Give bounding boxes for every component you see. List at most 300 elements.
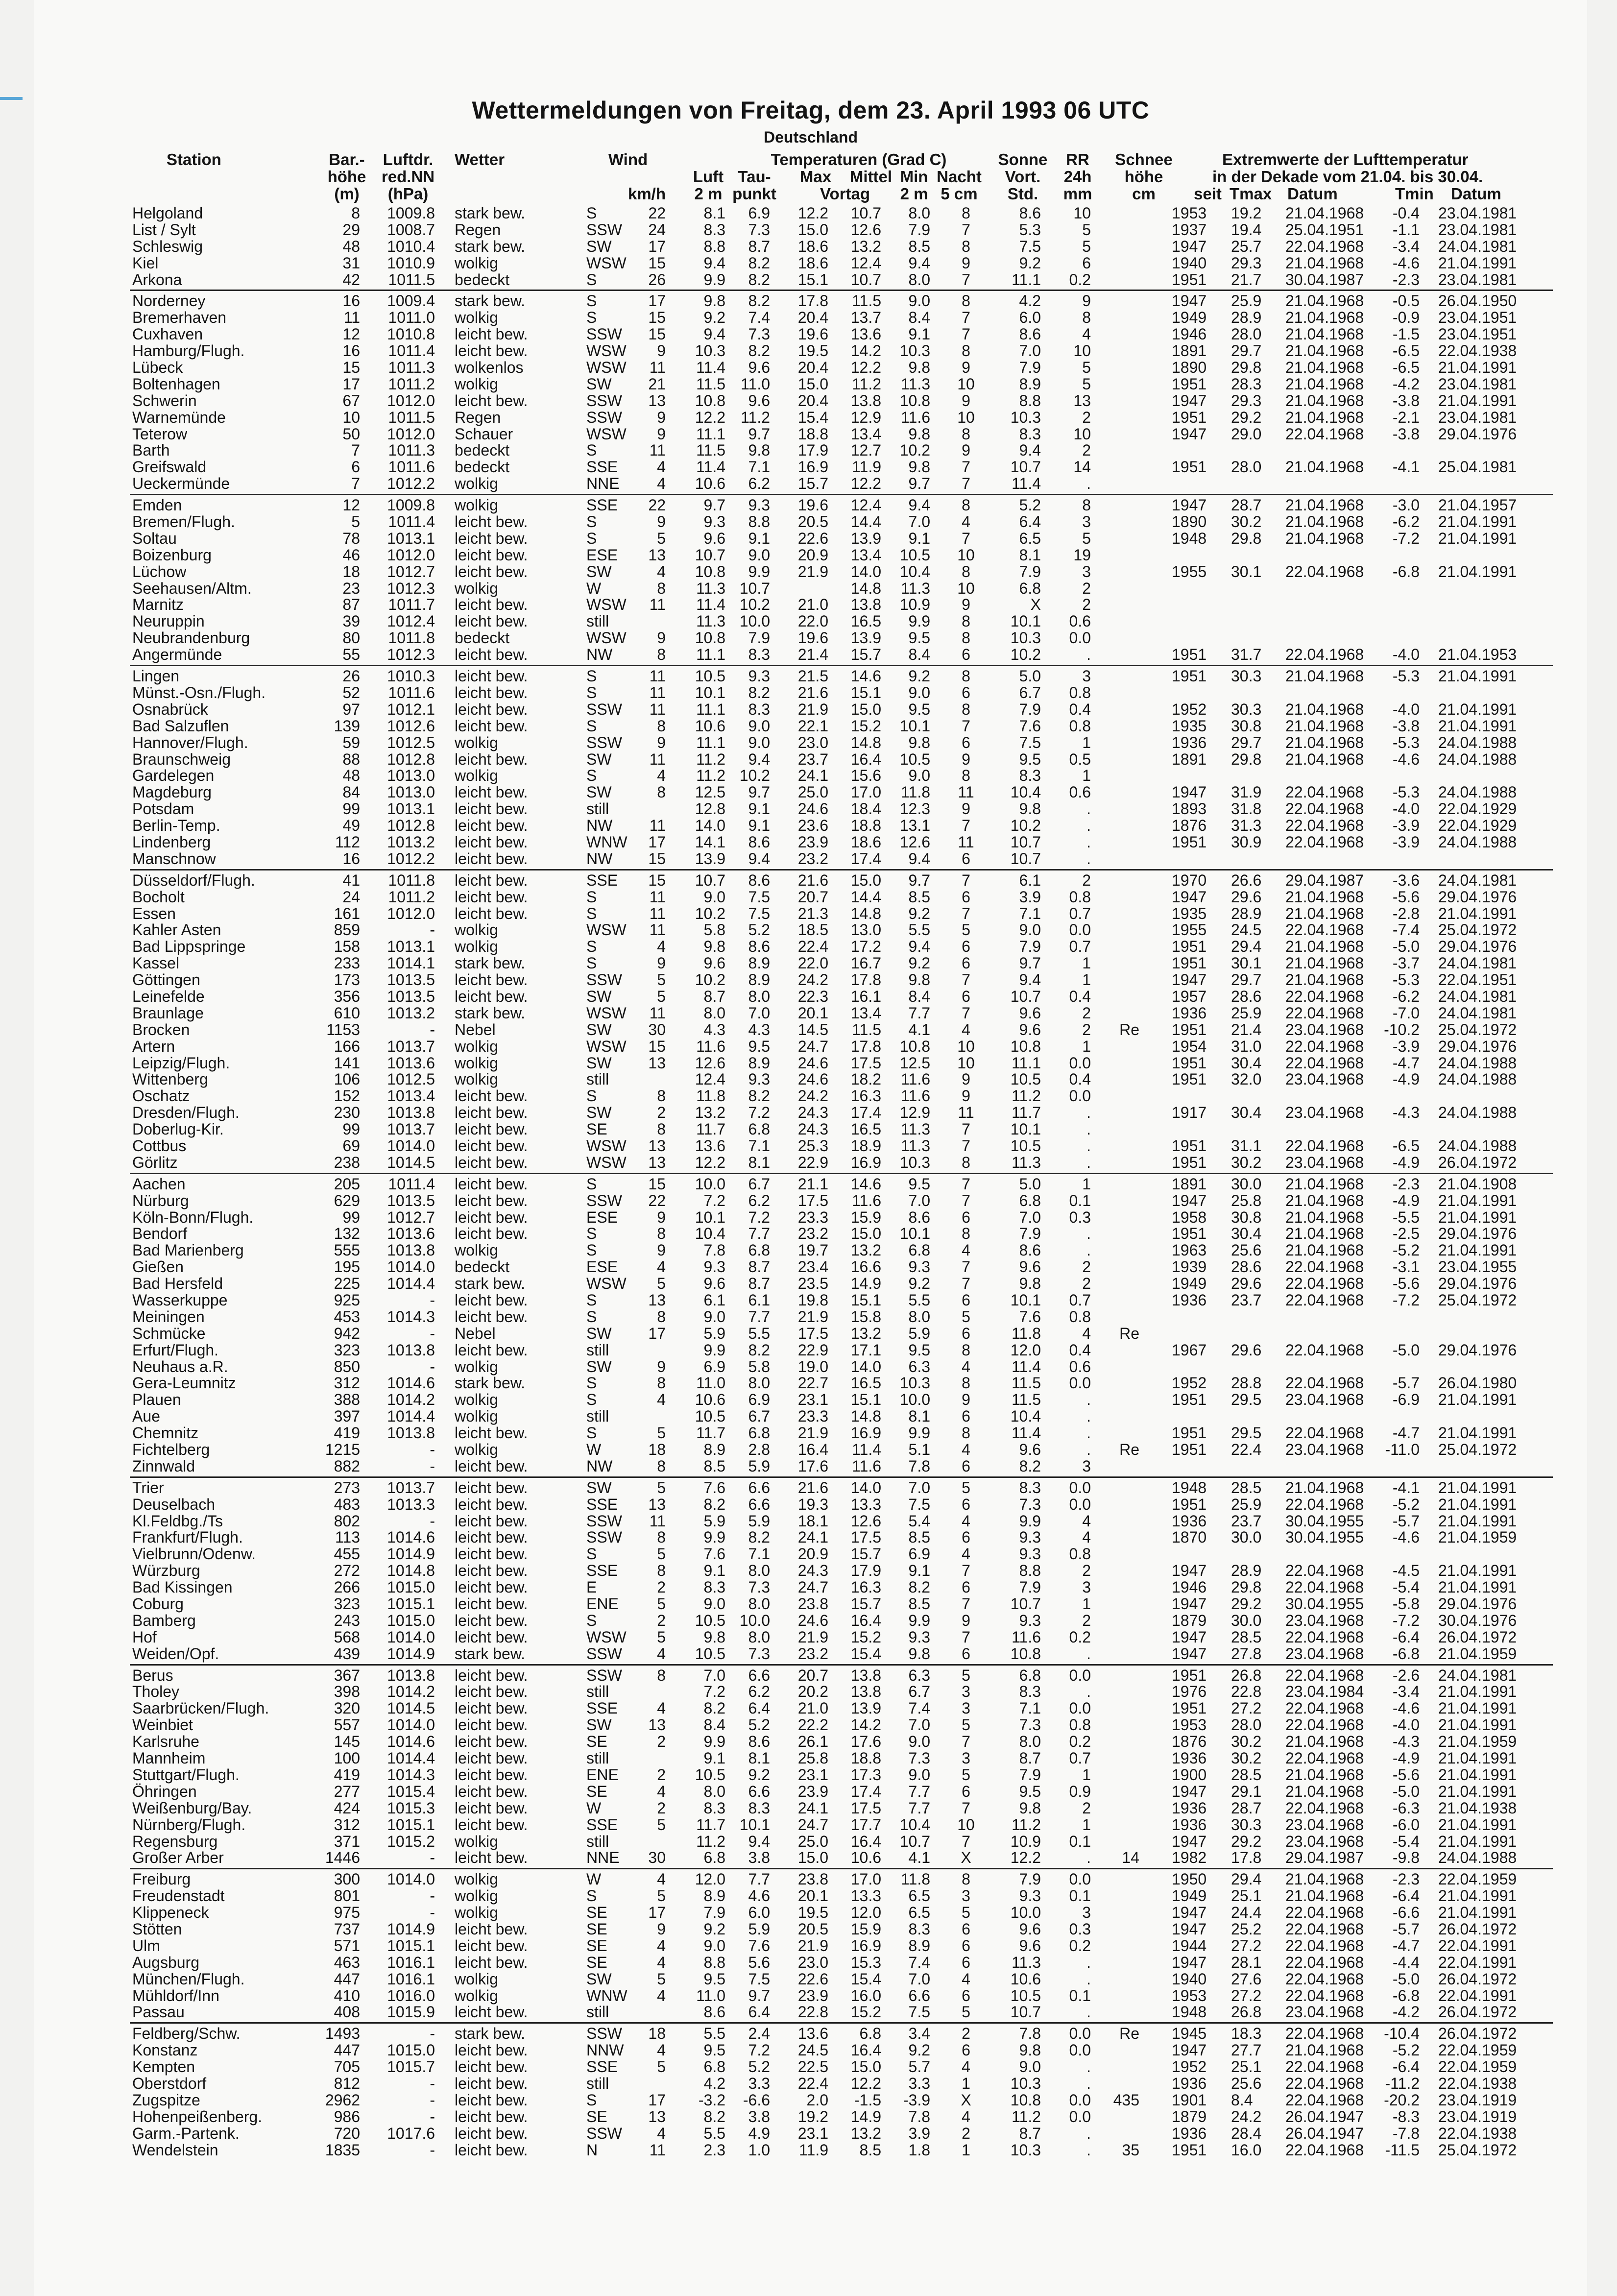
cell-pp: 1010.4 xyxy=(387,237,435,255)
cell-rr: 0.7 xyxy=(1069,1749,1091,1767)
cell-hh: 12 xyxy=(342,325,360,343)
cell-se: 1952 xyxy=(1172,2058,1207,2076)
cell-wx: wolkig xyxy=(455,1054,498,1072)
cell-lu: 11.7 xyxy=(696,1120,725,1138)
cell-hh: 1835 xyxy=(325,2141,360,2159)
cell-mn: 7.5 xyxy=(908,2003,930,2021)
cell-mn: 7.8 xyxy=(908,1457,930,1475)
cell-wv: 13 xyxy=(648,1495,666,1513)
cell-tx: 29.6 xyxy=(1231,1341,1262,1359)
cell-st: Brocken xyxy=(132,1020,190,1039)
cell-dn: 22.04.1938 xyxy=(1438,2074,1517,2092)
cell-se: 1951 xyxy=(1172,375,1207,393)
cell-lu: 12.4 xyxy=(695,1070,725,1088)
cell-mx: 20.5 xyxy=(797,1920,828,1938)
cell-wx: leicht bew. xyxy=(455,1683,528,1701)
cell-hh: 737 xyxy=(334,1920,360,1938)
cell-tn: -6.8 xyxy=(1392,1644,1420,1663)
cell-wx: leicht bew. xyxy=(455,1920,528,1938)
cell-pp: 1014.9 xyxy=(387,1920,435,1938)
cell-tn: -5.7 xyxy=(1392,1374,1420,1392)
cell-pp: 1012.0 xyxy=(387,904,435,922)
cell-se: 1963 xyxy=(1172,1241,1207,1259)
cell-hh: 158 xyxy=(334,938,360,956)
cell-mi: 11.9 xyxy=(852,458,881,476)
cell-hh: 1153 xyxy=(326,1020,360,1039)
cell-wx: leicht bew. xyxy=(455,1424,528,1442)
cell-pp: 1014.2 xyxy=(387,1391,435,1409)
station-row xyxy=(34,1242,1587,1258)
cell-wx: stark bew. xyxy=(455,2025,526,2043)
cell-pp: 1013.7 xyxy=(387,1120,435,1138)
cell-se: 1947 xyxy=(1172,1628,1207,1646)
cell-mn: 7.7 xyxy=(908,1004,930,1022)
cell-so: 8.7 xyxy=(1019,1749,1041,1767)
cell-hh: 84 xyxy=(342,783,360,801)
cell-dx: 22.04.1968 xyxy=(1285,2025,1364,2043)
cell-st: Mühldorf/Inn xyxy=(132,1986,219,2005)
cell-na: 4 xyxy=(962,2107,970,2126)
cell-se: 1901 xyxy=(1172,2091,1207,2109)
cell-lu: 8.2 xyxy=(703,1699,725,1717)
cell-dx: 21.04.1968 xyxy=(1285,513,1364,531)
cell-tn: -5.8 xyxy=(1392,1595,1420,1613)
cell-so: 11.3 xyxy=(1012,1153,1041,1171)
cell-st: Stötten xyxy=(132,1920,182,1938)
cell-st: Oschatz xyxy=(132,1087,190,1105)
cell-lu: 8.0 xyxy=(703,1782,725,1800)
cell-mn: 9.2 xyxy=(908,667,930,685)
cell-so: 10.4 xyxy=(1010,783,1041,801)
cell-wx: leicht bew. xyxy=(455,1104,528,1122)
cell-na: 10 xyxy=(957,1054,975,1072)
cell-st: Bad Hersfeld xyxy=(132,1275,223,1293)
cell-mx: 25.0 xyxy=(797,783,828,801)
cell-rr: 4 xyxy=(1082,1512,1091,1530)
cell-st: Hamburg/Flugh. xyxy=(132,342,245,360)
cell-mn: 8.3 xyxy=(908,1920,930,1938)
cell-wd: SSW xyxy=(586,1644,622,1663)
cell-st: Weiden/Opf. xyxy=(132,1644,219,1663)
station-row xyxy=(34,1887,1587,1904)
cell-pp: 1013.8 xyxy=(387,1424,435,1442)
column-header: Temperaturen (Grad C) xyxy=(771,150,947,169)
cell-tp: 6.1 xyxy=(748,1291,770,1309)
cell-mn: 10.8 xyxy=(899,1037,930,1055)
cell-wd: S xyxy=(586,309,597,327)
cell-lu: 12.8 xyxy=(695,800,725,818)
cell-rr: 14 xyxy=(1073,458,1091,476)
cell-se: 1955 xyxy=(1172,921,1207,939)
cell-so: 11.2 xyxy=(1012,2107,1041,2126)
station-row xyxy=(34,2142,1587,2158)
cell-mx: 24.1 xyxy=(797,1799,828,1817)
cell-mi: 15.3 xyxy=(850,1953,881,1971)
cell-hh: 447 xyxy=(334,1970,360,1988)
cell-st: Lindenberg xyxy=(132,833,211,851)
cell-wx: bedeckt xyxy=(455,629,510,647)
cell-mn: 9.0 xyxy=(908,1733,930,1751)
cell-tx: 31.1 xyxy=(1231,1136,1262,1155)
cell-tp: 9.5 xyxy=(748,1037,770,1055)
cell-na: 3 xyxy=(962,1749,970,1767)
cell-mi: 14.9 xyxy=(850,1275,881,1293)
cell-mi: 12.6 xyxy=(850,220,881,239)
cell-se: 1952 xyxy=(1172,700,1207,718)
cell-wd: S xyxy=(586,270,597,289)
cell-st: Augsburg xyxy=(132,1953,199,1971)
cell-rr: 4 xyxy=(1082,1528,1091,1547)
cell-so: 7.0 xyxy=(1019,1208,1041,1226)
cell-pp: 1012.0 xyxy=(387,546,435,564)
cell-st: Hof xyxy=(132,1628,157,1646)
cell-wd: still xyxy=(586,1407,609,1426)
cell-tp: 6.6 xyxy=(748,1666,770,1684)
cell-mi: 13.9 xyxy=(850,529,881,547)
cell-hh: 67 xyxy=(342,391,360,410)
cell-se: 1936 xyxy=(1172,1799,1207,1817)
cell-so: 9.5 xyxy=(1019,750,1041,768)
cell-se: 1951 xyxy=(1172,1136,1207,1155)
cell-dn: 26.04.1972 xyxy=(1438,1628,1517,1646)
cell-st: Leinefelde xyxy=(132,987,205,1005)
cell-mn: 5.5 xyxy=(908,1291,930,1309)
cell-st: Braunschweig xyxy=(132,750,231,768)
cell-wx: stark bew. xyxy=(455,1644,526,1663)
cell-wx: wolkig xyxy=(455,1357,498,1376)
cell-wv: 13 xyxy=(648,1136,666,1155)
cell-na: 6 xyxy=(962,938,970,956)
cell-st: Hannover/Flugh. xyxy=(132,733,248,751)
cell-hh: 942 xyxy=(334,1324,360,1342)
cell-pp: 1015.4 xyxy=(387,1782,435,1800)
cell-pp: - xyxy=(430,2107,435,2126)
cell-se: 1951 xyxy=(1172,1153,1207,1171)
cell-lu: 11.0 xyxy=(696,1986,725,2005)
cell-tp: 8.2 xyxy=(748,1341,770,1359)
cell-na: 8 xyxy=(962,237,970,255)
cell-dx: 21.04.1968 xyxy=(1285,1765,1364,1784)
cell-se: 1879 xyxy=(1172,2107,1207,2126)
cell-mx: 15.7 xyxy=(797,475,828,493)
cell-wd: still xyxy=(586,1070,609,1088)
cell-mi: 17.1 xyxy=(850,1341,881,1359)
cell-pp: 1016.0 xyxy=(387,1986,435,2005)
cell-na: 5 xyxy=(962,2003,970,2021)
cell-tn: -4.6 xyxy=(1392,1699,1420,1717)
cell-tx: 31.0 xyxy=(1231,1037,1262,1055)
cell-mn: 8.2 xyxy=(908,1578,930,1596)
cell-na: 7 xyxy=(962,871,970,889)
cell-so: 9.8 xyxy=(1019,2041,1041,2059)
cell-na: 3 xyxy=(962,1699,970,1717)
cell-pp: - xyxy=(430,2091,435,2109)
cell-so: 7.5 xyxy=(1019,237,1041,255)
cell-pp: 1011.3 xyxy=(388,359,435,377)
cell-rr: 5 xyxy=(1082,237,1091,255)
cell-mn: 9.2 xyxy=(908,2041,930,2059)
cell-lu: 9.0 xyxy=(703,1936,725,1955)
station-row xyxy=(34,309,1587,326)
cell-rr: 0.7 xyxy=(1069,938,1091,956)
station-row xyxy=(34,668,1587,684)
cell-wd: SSW xyxy=(586,1528,622,1547)
cell-st: Kiel xyxy=(132,254,159,272)
cell-wx: wolkig xyxy=(455,1070,498,1088)
station-row xyxy=(34,751,1587,768)
cell-na: 6 xyxy=(962,1782,970,1800)
cell-tn: -5.0 xyxy=(1392,1782,1420,1800)
cell-mi: 18.6 xyxy=(850,833,881,851)
cell-rr: . xyxy=(1086,1953,1091,1971)
cell-wx: stark bew. xyxy=(455,1374,526,1392)
cell-mx: 22.1 xyxy=(797,717,828,735)
cell-hh: 439 xyxy=(334,1644,360,1663)
cell-hh: 78 xyxy=(342,529,360,547)
cell-na: 6 xyxy=(962,1953,970,1971)
station-row xyxy=(34,1137,1587,1154)
cell-wv: 13 xyxy=(648,1054,666,1072)
cell-wv: 4 xyxy=(657,1986,666,2005)
cell-hh: 113 xyxy=(335,1528,360,1547)
cell-lu: 12.2 xyxy=(695,1153,725,1171)
cell-so: 9.3 xyxy=(1019,1611,1041,1629)
cell-tp: 9.0 xyxy=(748,733,770,751)
cell-hh: 7 xyxy=(351,475,360,493)
cell-tp: 5.9 xyxy=(748,1512,770,1530)
cell-mn: 11.8 xyxy=(901,783,930,801)
cell-dx: 21.04.1968 xyxy=(1285,717,1364,735)
cell-tp: 10.2 xyxy=(739,767,770,785)
cell-tx: 30.4 xyxy=(1231,1104,1262,1122)
cell-tp: 6.7 xyxy=(748,1407,770,1426)
cell-so: 10.1 xyxy=(1010,612,1041,630)
cell-rr: 3 xyxy=(1082,562,1091,580)
cell-st: Schwerin xyxy=(132,391,197,410)
cell-mn: 7.0 xyxy=(908,1191,930,1209)
cell-so: 10.9 xyxy=(1010,1832,1041,1850)
cell-dx: 22.04.1968 xyxy=(1285,1004,1364,1022)
cell-se: 1935 xyxy=(1172,904,1207,922)
cell-dx: 21.04.1968 xyxy=(1285,1887,1364,1905)
cell-hh: 705 xyxy=(334,2058,360,2076)
cell-dn: 21.04.1991 xyxy=(1438,1887,1517,1905)
cell-so: 7.9 xyxy=(1019,1870,1041,1888)
cell-mx: 15.4 xyxy=(797,408,828,426)
cell-so: 8.9 xyxy=(1019,375,1041,393)
cell-lu: 10.6 xyxy=(695,1391,725,1409)
cell-na: 7 xyxy=(962,270,970,289)
cell-lu: 11.3 xyxy=(696,612,725,630)
cell-mx: 18.6 xyxy=(797,254,828,272)
cell-na: 7 xyxy=(962,529,970,547)
cell-tp: 8.7 xyxy=(748,237,770,255)
cell-tn: -6.4 xyxy=(1392,2058,1420,2076)
cell-se: 1947 xyxy=(1172,1191,1207,1209)
cell-hh: 48 xyxy=(342,767,360,785)
cell-mn: 9.2 xyxy=(908,904,930,922)
cell-wv: 4 xyxy=(657,1782,666,1800)
cell-lu: 6.8 xyxy=(703,2058,725,2076)
cell-dn: 24.04.1988 xyxy=(1438,1070,1517,1088)
cell-mx: 24.2 xyxy=(797,1087,828,1105)
cell-dn: 25.04.1972 xyxy=(1438,2141,1517,2159)
cell-st: Görlitz xyxy=(132,1153,178,1171)
cell-tn: -5.6 xyxy=(1392,1765,1420,1784)
cell-tx: 27.2 xyxy=(1231,1986,1262,2005)
cell-tn: -5.3 xyxy=(1392,971,1420,989)
cell-mx: 11.9 xyxy=(799,2141,828,2159)
cell-pp: 1013.8 xyxy=(387,1241,435,1259)
cell-mi: 16.9 xyxy=(850,1424,881,1442)
cell-tx: 29.8 xyxy=(1231,1578,1262,1596)
cell-mx: 22.3 xyxy=(797,987,828,1005)
cell-tp: 11.0 xyxy=(741,375,770,393)
cell-dx: 22.04.1968 xyxy=(1285,1628,1364,1646)
cell-se: 1917 xyxy=(1172,1104,1207,1122)
cell-so: 11.1 xyxy=(1012,1054,1041,1072)
cell-tp: 6.6 xyxy=(748,1495,770,1513)
cell-na: 7 xyxy=(962,1799,970,1817)
cell-lu: 9.2 xyxy=(703,309,725,327)
cell-wx: leicht bew. xyxy=(455,562,528,580)
cell-tx: 29.2 xyxy=(1231,1595,1262,1613)
cell-tx: 24.2 xyxy=(1231,2107,1262,2126)
cell-na: 1 xyxy=(962,2141,970,2159)
cell-dx: 21.04.1968 xyxy=(1285,700,1364,718)
cell-wv: 8 xyxy=(657,717,666,735)
cell-dx: 21.04.1968 xyxy=(1285,667,1364,685)
cell-pp: 1014.5 xyxy=(387,1699,435,1717)
cell-dn: 22.04.1959 xyxy=(1438,1870,1517,1888)
cell-tx: 28.9 xyxy=(1231,309,1262,327)
cell-st: Wendelstein xyxy=(132,2141,218,2159)
cell-lu: 14.0 xyxy=(695,817,725,835)
cell-lu: 13.2 xyxy=(695,1104,725,1122)
cell-tp: 5.2 xyxy=(748,921,770,939)
cell-so: 9.6 xyxy=(1019,1258,1041,1276)
cell-dn: 23.04.1981 xyxy=(1438,375,1517,393)
cell-tx: 28.8 xyxy=(1231,1374,1262,1392)
cell-mx: 19.2 xyxy=(797,2107,828,2126)
cell-mn: 9.8 xyxy=(908,458,930,476)
cell-mn: 12.5 xyxy=(899,1054,930,1072)
cell-st: Bad Marienberg xyxy=(132,1241,244,1259)
cell-tp: 5.6 xyxy=(748,1953,770,1971)
cell-dn: 21.04.1991 xyxy=(1438,1512,1517,1530)
cell-dn: 29.04.1976 xyxy=(1438,425,1517,443)
cell-wd: SSE xyxy=(586,1562,618,1580)
cell-mn: 9.8 xyxy=(908,1644,930,1663)
cell-so: 8.0 xyxy=(1019,1733,1041,1751)
cell-wd: SSW xyxy=(586,1191,622,1209)
cell-dn: 21.04.1991 xyxy=(1438,1241,1517,1259)
cell-so: 6.4 xyxy=(1019,513,1041,531)
cell-mn: 8.4 xyxy=(908,309,930,327)
station-row xyxy=(34,238,1587,255)
cell-dn: 21.04.1991 xyxy=(1438,1683,1517,1701)
cell-hh: 152 xyxy=(334,1087,360,1105)
cell-pp: 1012.1 xyxy=(387,700,435,718)
cell-tn: -4.7 xyxy=(1392,1054,1420,1072)
cell-tp: 8.2 xyxy=(748,254,770,272)
cell-wd: SSE xyxy=(586,871,618,889)
cell-so: 9.6 xyxy=(1019,1936,1041,1955)
cell-na: 4 xyxy=(962,1545,970,1563)
cell-wd: SW xyxy=(586,783,612,801)
cell-hh: 975 xyxy=(334,1904,360,1922)
station-row xyxy=(34,1121,1587,1137)
cell-pp: 1013.5 xyxy=(387,987,435,1005)
cell-st: Leipzig/Flugh. xyxy=(132,1054,230,1072)
station-row xyxy=(34,850,1587,867)
cell-mi: 18.2 xyxy=(850,1070,881,1088)
cell-rr: 0.2 xyxy=(1069,1936,1091,1955)
cell-mn: 11.3 xyxy=(901,1120,930,1138)
cell-mi: 11.2 xyxy=(852,375,881,393)
cell-wv: 5 xyxy=(657,529,666,547)
station-row xyxy=(34,342,1587,359)
cell-dn: 21.04.1991 xyxy=(1438,1562,1517,1580)
cell-tp: 9.4 xyxy=(748,1832,770,1850)
station-row xyxy=(34,613,1587,629)
station-row xyxy=(34,971,1587,988)
cell-na: 9 xyxy=(962,1391,970,1409)
cell-dx: 21.04.1968 xyxy=(1285,292,1364,310)
cell-pp: 1014.0 xyxy=(387,1870,435,1888)
cell-wv: 8 xyxy=(657,1120,666,1138)
station-row xyxy=(34,872,1587,889)
cell-rr: 4 xyxy=(1082,325,1091,343)
cell-tp: 8.1 xyxy=(748,1749,770,1767)
cell-mx: 23.2 xyxy=(797,849,828,868)
cell-so: 10.2 xyxy=(1010,817,1041,835)
cell-dx: 21.04.1968 xyxy=(1285,254,1364,272)
cell-mx: 21.9 xyxy=(797,1307,828,1326)
cell-hh: 59 xyxy=(342,733,360,751)
cell-tn: -7.8 xyxy=(1392,2124,1420,2142)
cell-mx: 23.7 xyxy=(797,750,828,768)
cell-na: 7 xyxy=(962,458,970,476)
cell-na: 5 xyxy=(962,1716,970,1734)
cell-mi: 17.2 xyxy=(850,938,881,956)
cell-mi: 15.7 xyxy=(850,646,881,664)
cell-pp: 1015.0 xyxy=(387,2041,435,2059)
cell-wv: 4 xyxy=(657,475,666,493)
cell-mn: 10.1 xyxy=(899,1225,930,1243)
cell-so: 6.1 xyxy=(1019,871,1041,889)
cell-pp: 1012.6 xyxy=(387,717,435,735)
cell-tn: -4.3 xyxy=(1392,1104,1420,1122)
cell-wv: 5 xyxy=(657,1887,666,1905)
cell-st: Schleswig xyxy=(132,237,203,255)
cell-st: Vielbrunn/Odenw. xyxy=(132,1545,256,1563)
cell-tx: 30.0 xyxy=(1231,1611,1262,1629)
cell-so: 5.0 xyxy=(1019,1175,1041,1193)
cell-lu: 12.5 xyxy=(695,783,725,801)
cell-so: 8.6 xyxy=(1019,1241,1041,1259)
cell-pp: - xyxy=(430,1441,435,1459)
cell-tn: -1.5 xyxy=(1392,325,1420,343)
cell-tx: 28.6 xyxy=(1231,987,1262,1005)
cell-se: 1967 xyxy=(1172,1341,1207,1359)
cell-mx: 23.1 xyxy=(797,1765,828,1784)
cell-rr: . xyxy=(1086,1225,1091,1243)
cell-lu: 7.0 xyxy=(703,1666,725,1684)
cell-rr: 0.0 xyxy=(1069,2107,1091,2126)
cell-hh: 802 xyxy=(334,1512,360,1530)
cell-dn: 21.04.1991 xyxy=(1438,1765,1517,1784)
